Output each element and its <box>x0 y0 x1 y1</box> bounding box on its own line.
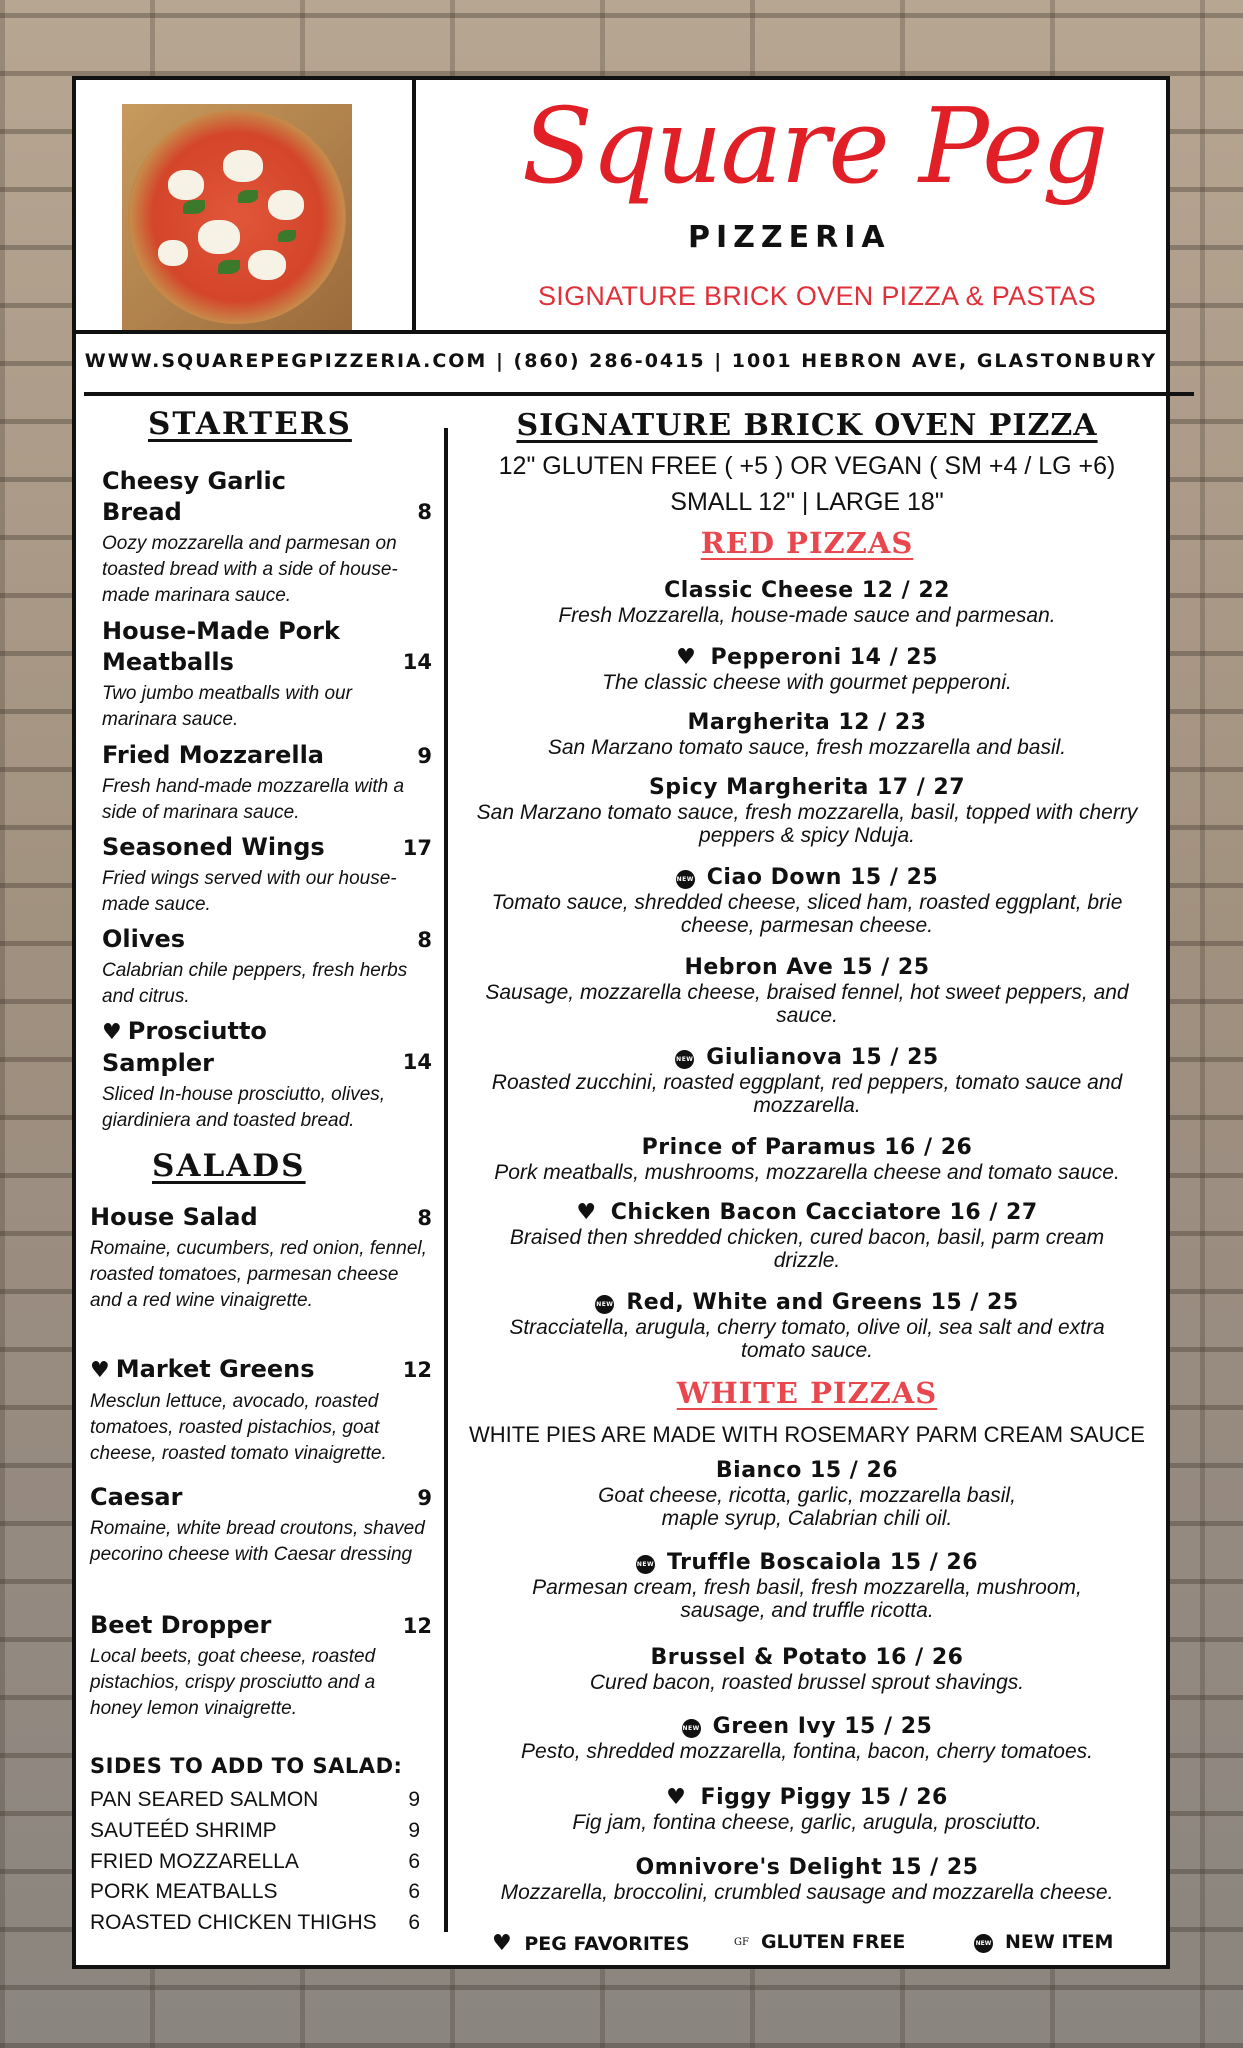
salad-item <box>90 1354 432 1467</box>
item-name: Seasoned Wings <box>102 833 325 861</box>
header-divider <box>412 80 416 330</box>
item-name: Caesar <box>90 1483 183 1511</box>
item-price: 14 <box>402 1050 432 1074</box>
pizza-item <box>448 955 1166 1027</box>
menu-header <box>76 80 1166 330</box>
tagline: SIGNATURE BRICK OVEN PIZZA & PASTAS <box>538 281 1097 311</box>
item-price: 8 <box>417 500 432 524</box>
pizza-desc: Goat cheese, ricotta, garlic, mozzarella basil, maple syrup, Calabrian chili oil. <box>598 1484 1016 1530</box>
pizza-item <box>448 1290 1166 1362</box>
item-price: 17 <box>402 836 432 860</box>
item-price: 9 <box>417 1486 432 1510</box>
pizza-item <box>448 1045 1166 1117</box>
gf-icon: GF <box>734 1937 749 1948</box>
pizza-desc: Fresh Mozzarella, house-made sauce and parmesan. <box>558 604 1056 627</box>
legend-gluten-free: GF GLUTEN FREE <box>734 1931 906 1953</box>
pizza-item <box>448 710 1166 759</box>
pizza-item <box>448 578 1166 627</box>
pizza-desc: Pesto, shredded mozzarella, fontina, bacon, cherry tomatoes. <box>521 1740 1093 1763</box>
pizza-item <box>448 1200 1166 1272</box>
pizza-name: NEW Red, White and Greens 15 / 25 <box>596 1290 1019 1315</box>
item-price: 8 <box>417 1206 432 1230</box>
salads-title: SALADS <box>152 1148 306 1184</box>
new-badge-icon: NEW <box>676 870 695 889</box>
pizza-item <box>448 1550 1166 1622</box>
pizza-name: ♥ Chicken Bacon Cacciatore 16 / 27 <box>576 1200 1038 1225</box>
item-desc: Fried wings served with our house-made sauce. <box>102 868 397 915</box>
new-badge-icon: NEW <box>636 1555 655 1574</box>
item-desc: Mesclun lettuce, avocado, roasted tomatoes, roasted pistachios, goat cheese, roasted tomato vinaigrette. <box>90 1391 387 1464</box>
starter-item <box>102 832 432 918</box>
item-desc: Local beets, goat cheese, roasted pistachios, crispy prosciutto and a honey lemon vinaigrette. <box>90 1646 376 1719</box>
pizza-name: NEW Green Ivy 15 / 25 <box>682 1714 933 1739</box>
pizza-name: Margherita 12 / 23 <box>687 710 927 735</box>
pizza-desc: Sausage, mozzarella cheese, braised fennel, hot sweet peppers, and sauce. <box>485 981 1129 1027</box>
item-price: 12 <box>402 1358 432 1382</box>
item-name: Fried Mozzarella <box>102 741 324 769</box>
pizza-title: SIGNATURE BRICK OVEN PIZZA <box>516 408 1098 443</box>
pizza-name: ♥ Pepperoni 14 / 25 <box>676 645 938 670</box>
pizza-name: ♥ Figgy Piggy 15 / 26 <box>666 1785 948 1810</box>
salad-item <box>90 1202 432 1314</box>
starter-item <box>102 466 432 609</box>
heart-icon: ♥ <box>90 1358 110 1383</box>
side-row: SAUTEÉD SHRIMP 9 <box>90 1819 420 1842</box>
pizza-desc: San Marzano tomato sauce, fresh mozzarella and basil. <box>547 736 1067 759</box>
pizza-options: 12" GLUTEN FREE ( +5 ) OR VEGAN ( SM +4 / LG +6) <box>498 452 1116 480</box>
side-row: PORK MEATBALLS 6 <box>90 1880 420 1903</box>
pizza-item <box>448 1855 1166 1904</box>
pizza-desc: Mozzarella, broccolini, crumbled sausage and mozzarella cheese. <box>500 1881 1114 1904</box>
pizza-desc: Stracciatella, arugula, cherry tomato, olive oil, sea salt and extra tomato sauce. <box>509 1316 1105 1362</box>
pizza-item <box>448 865 1166 937</box>
logo-subtitle: PIZZERIA <box>688 220 891 255</box>
white-pies-note: WHITE PIES ARE MADE WITH ROSEMARY PARM CREAM SAUCE <box>469 1422 1145 1447</box>
contact-line: WWW.SQUAREPEGPIZZERIA.COM | (860) 286-0415 | 1001 HEBRON AVE, GLASTONBURY <box>84 350 1158 372</box>
heart-icon: ♥ <box>492 1931 512 1956</box>
starter-item <box>102 616 432 733</box>
item-name: Olives <box>102 925 186 953</box>
new-badge-icon: NEW <box>675 1050 694 1069</box>
pizza-item <box>448 645 1166 694</box>
pizza-name: Omnivore's Delight 15 / 25 <box>635 1855 979 1880</box>
sides-title: SIDES TO ADD TO SALAD: <box>90 1754 403 1778</box>
side-row: FRIED MOZZARELLA 6 <box>90 1850 420 1873</box>
starter-item <box>102 1016 432 1134</box>
side-row: PAN SEARED SALMON 9 <box>90 1788 420 1811</box>
item-price: 9 <box>417 744 432 768</box>
pizza-name: Hebron Ave 15 / 25 <box>684 955 930 980</box>
item-name: House-Made Pork Meatballs <box>102 617 340 676</box>
contact-rule <box>84 392 1194 396</box>
item-desc: Romaine, cucumbers, red onion, fennel, roasted tomatoes, parmesan cheese and a red wine vinaigrette. <box>90 1238 427 1311</box>
pizza-item <box>448 775 1166 847</box>
item-desc: Two jumbo meatballs with our marinara sauce. <box>102 683 352 730</box>
item-desc: Oozy mozzarella and parmesan on toasted bread with a side of house-made marinara sauce. <box>102 533 398 606</box>
legend-favorites: ♥ PEG FAVORITES <box>492 1931 690 1956</box>
logo-script: Square Peg <box>521 85 1107 207</box>
pizza-item <box>448 1458 1166 1530</box>
pizza-desc: Tomato sauce, shredded cheese, sliced ham, roasted eggplant, brie cheese, parmesan cheese. <box>491 891 1123 937</box>
pizza-desc: The classic cheese with gourmet pepperoni. <box>602 671 1012 694</box>
pizza-item <box>448 1714 1166 1763</box>
heart-icon: ♥ <box>102 1020 122 1045</box>
item-price: 12 <box>402 1614 432 1638</box>
item-desc: Fresh hand-made mozzarella with a side of marinara sauce. <box>102 776 405 823</box>
heart-icon: ♥ <box>676 645 697 670</box>
item-name: House Salad <box>90 1203 258 1231</box>
pizza-desc: San Marzano tomato sauce, fresh mozzarella, basil, topped with cherry peppers & spicy Nduja. <box>476 801 1138 847</box>
pizza-desc: Pork meatballs, mushrooms, mozzarella cheese and tomato sauce. <box>494 1161 1120 1184</box>
pizza-name: Classic Cheese 12 / 22 <box>664 578 950 603</box>
side-row: ROASTED CHICKEN THIGHS 6 <box>90 1911 420 1934</box>
pizza-sizes: SMALL 12" | LARGE 18" <box>670 488 944 516</box>
new-badge-icon: NEW <box>682 1719 701 1738</box>
pizza-desc: Braised then shredded chicken, cured bacon, basil, parm cream drizzle. <box>509 1226 1105 1272</box>
salad-item <box>90 1610 432 1722</box>
pizza-desc: Fig jam, fontina cheese, garlic, arugula, prosciutto. <box>572 1811 1042 1834</box>
heart-icon: ♥ <box>666 1785 687 1810</box>
starter-item <box>102 740 432 826</box>
pizza-name: NEW Ciao Down 15 / 25 <box>676 865 939 890</box>
item-name: ♥ Prosciutto Sampler <box>102 1017 267 1077</box>
pizza-photo <box>122 104 352 330</box>
pizza-desc: Roasted zucchini, roasted eggplant, red peppers, tomato sauce and mozzarella. <box>491 1071 1123 1117</box>
pizza-name: Prince of Paramus 16 / 26 <box>641 1135 973 1160</box>
item-desc: Sliced In-house prosciutto, olives, giardiniera and toasted bread. <box>102 1084 386 1131</box>
pizza-item <box>448 1785 1166 1834</box>
legend-new-item: NEW NEW ITEM <box>975 1931 1114 1953</box>
pizza-name: NEW Truffle Boscaiola 15 / 26 <box>636 1550 978 1575</box>
item-price: 8 <box>417 928 432 952</box>
item-name: Cheesy Garlic Bread <box>102 467 286 526</box>
new-badge-icon: NEW <box>595 1295 614 1314</box>
white-pizzas-title: WHITE PIZZAS <box>676 1376 938 1410</box>
item-desc: Calabrian chile peppers, fresh herbs and citrus. <box>102 960 408 1007</box>
pizza-item <box>448 1645 1166 1694</box>
item-name: Beet Dropper <box>90 1611 272 1639</box>
starter-item <box>102 924 432 1010</box>
header-rule <box>76 330 1166 334</box>
pizza-name: NEW Giulianova 15 / 25 <box>676 1045 939 1070</box>
pizza-desc: Parmesan cream, fresh basil, fresh mozzarella, mushroom, sausage, and truffle ricotta. <box>532 1576 1082 1622</box>
item-name: ♥ Market Greens <box>90 1355 315 1383</box>
salad-item <box>90 1482 432 1568</box>
menu-sheet <box>72 76 1170 1969</box>
starters-title: STARTERS <box>148 406 352 442</box>
pizza-name: Bianco 15 / 26 <box>715 1458 899 1483</box>
pizza-name: Spicy Margherita 17 / 27 <box>648 775 966 800</box>
pizza-name: Brussel & Potato 16 / 26 <box>650 1645 964 1670</box>
pizza-item <box>448 1135 1166 1184</box>
new-badge-icon: NEW <box>974 1934 993 1953</box>
red-pizzas-title: RED PIZZAS <box>700 526 914 560</box>
pizza-desc: Cured bacon, roasted brussel sprout shavings. <box>589 1671 1025 1694</box>
item-price: 14 <box>402 650 432 674</box>
heart-icon: ♥ <box>576 1200 597 1225</box>
item-desc: Romaine, white bread croutons, shaved pecorino cheese with Caesar dressing <box>90 1518 425 1565</box>
